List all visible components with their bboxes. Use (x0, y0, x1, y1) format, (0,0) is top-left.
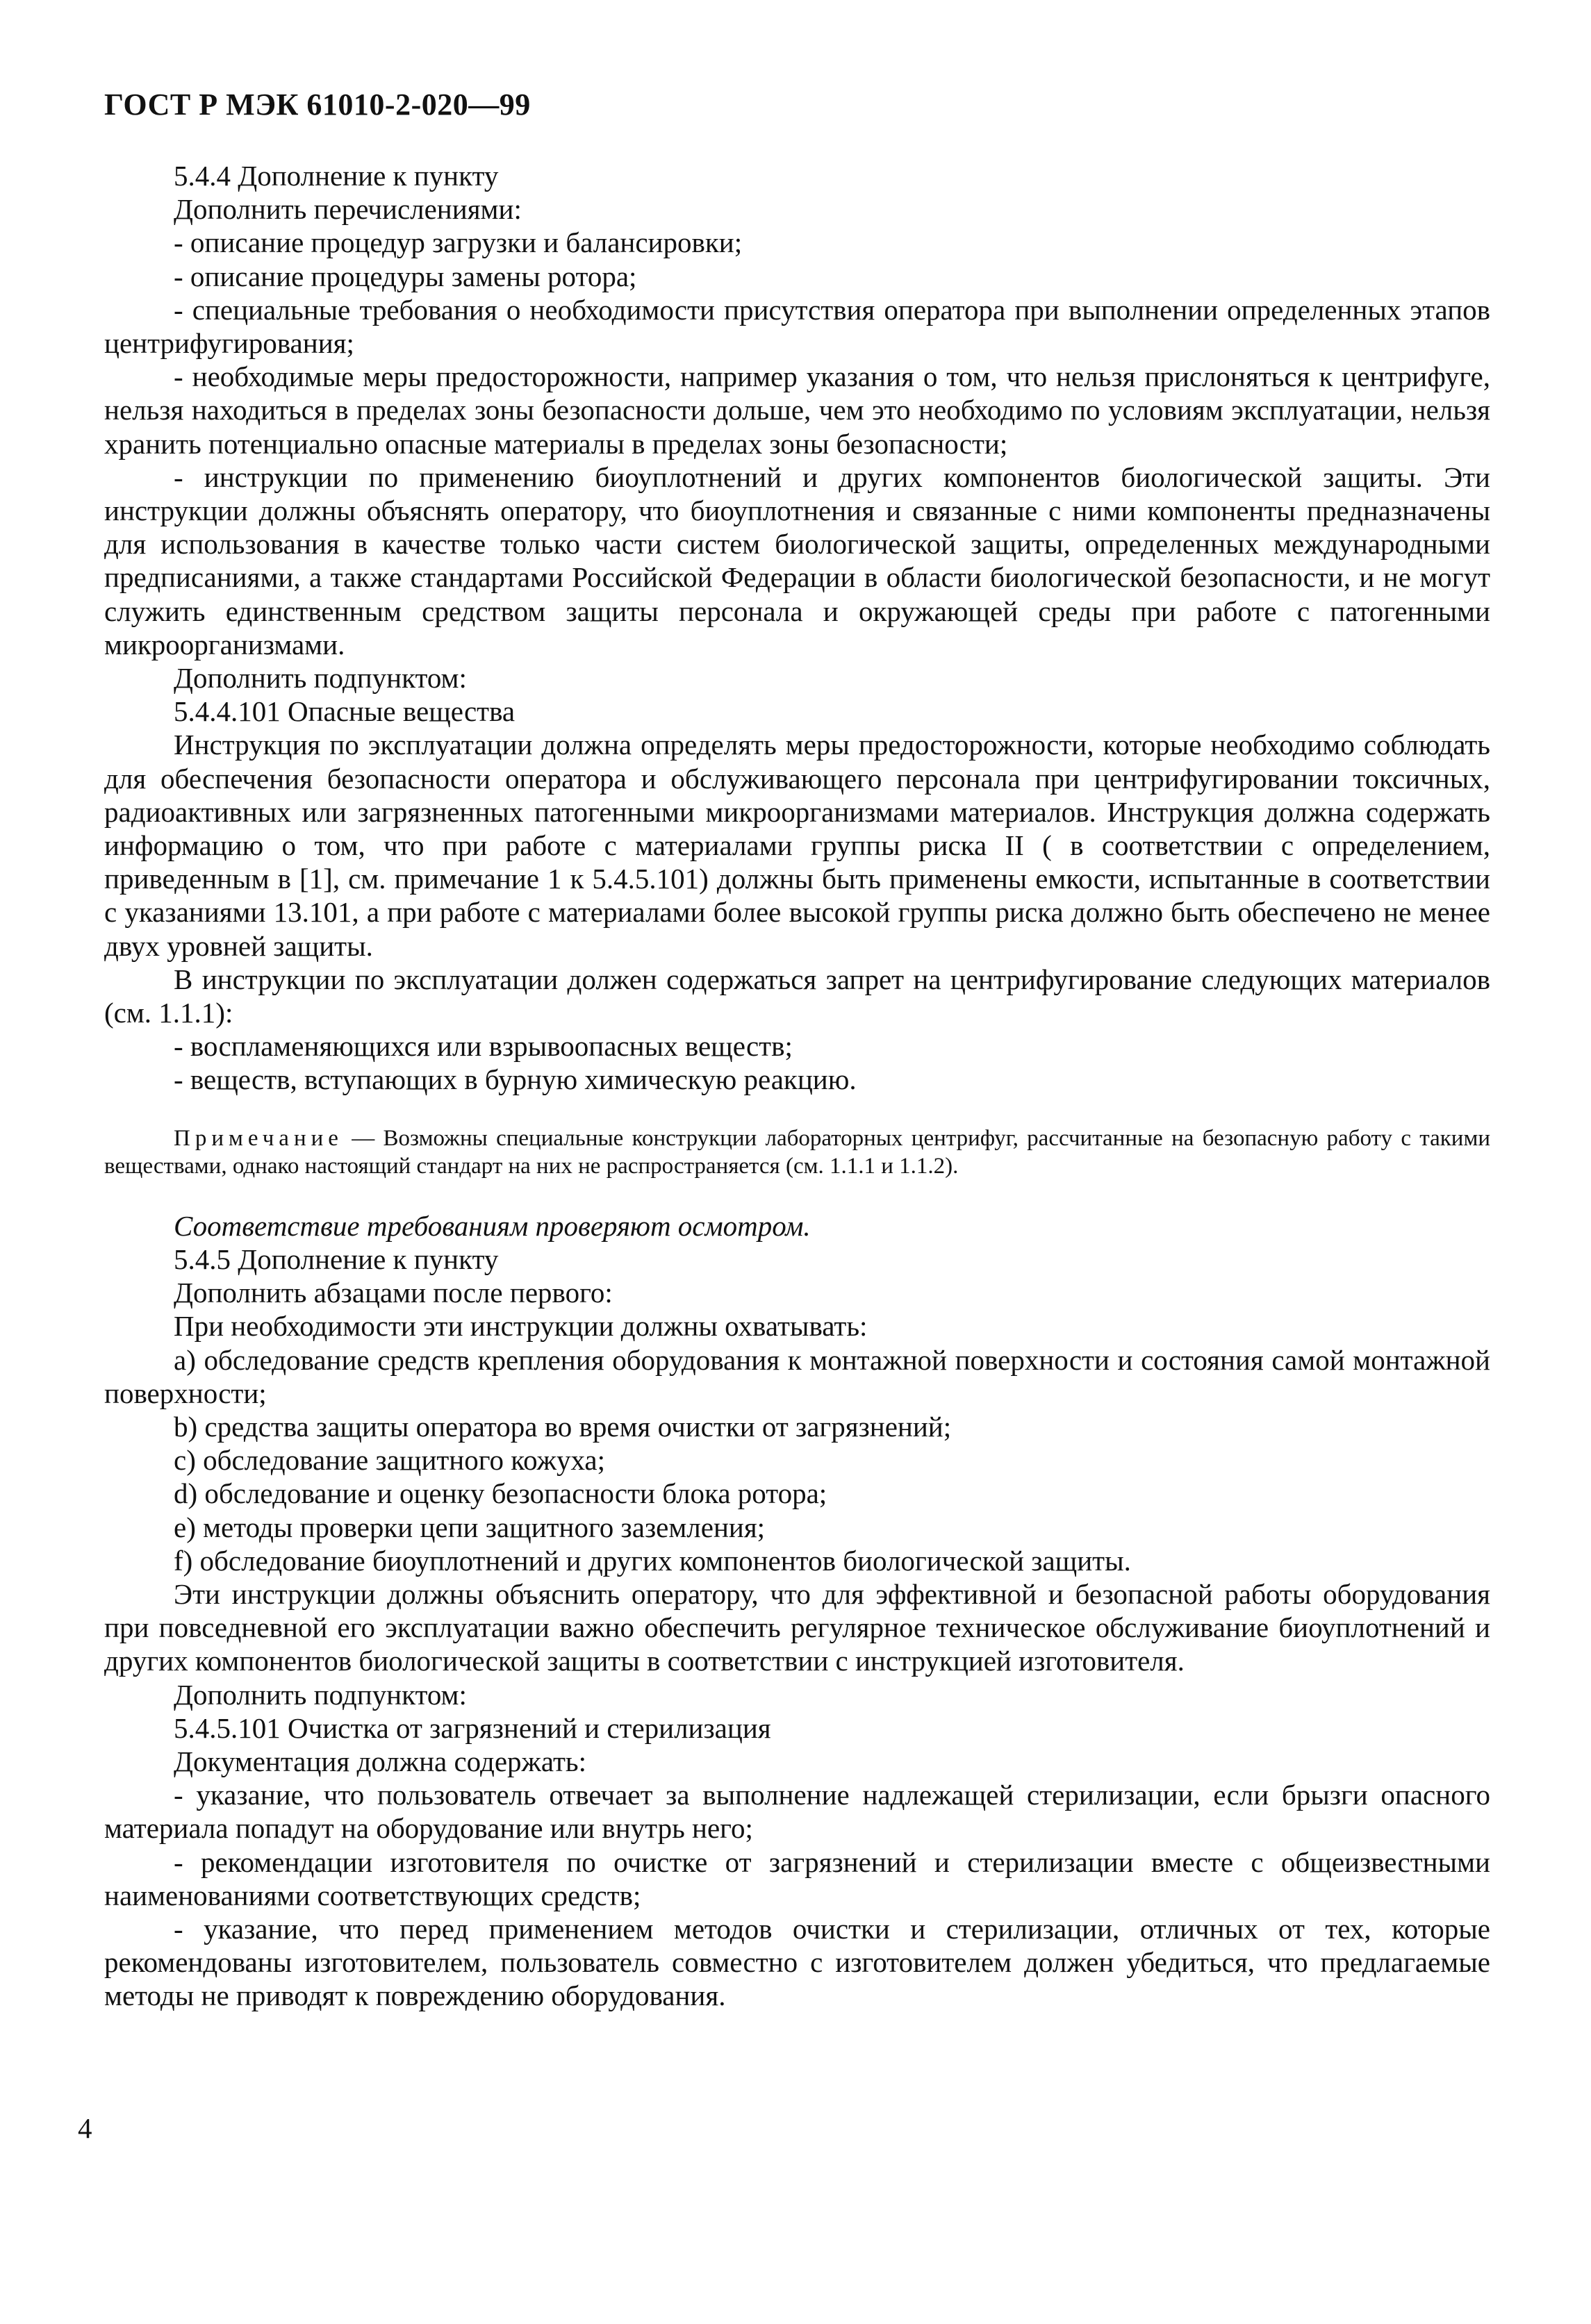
list-item: - необходимые меры предосторожности, например указания о том, что нельзя прислоняться к центрифуге, нельзя находиться в пределах зоны безопасности дольше, чем это необходимо по условиям эксплуатации, нельзя хранить потенциально опасные материалы в пределах зоны безопасности; (104, 360, 1490, 460)
section-heading: 5.4.4.101 Опасные вещества (174, 695, 516, 728)
note-label: Примечание (174, 1125, 343, 1151)
paragraph: В инструкции по эксплуатации должен содержаться запрет на центрифугирование следующих материалов (см. 1.1.1): (104, 963, 1490, 1029)
list-item: b) средства защиты оператора во время очистки от загрязнений; (174, 1410, 952, 1443)
list-item: - указание, что пользователь отвечает за выполнение надлежащей стерилизации, если брызги опасного материала попадут на оборудование или внутрь него; (104, 1779, 1490, 1845)
list-item: - веществ, вступающих в бурную химическую реакцию. (174, 1063, 857, 1096)
list-item: - инструкции по применению биоуплотнений и других компонентов биологической защиты. Эти инструкции должны объяснять оператору, что биоуплотнения и связанные с ними компоненты предназначены для использования в качестве только части систем биологической защиты, определенных международными предписаниями, а также стандартами Российской Федерации в области биологической безопасности, и не могут служить единственным средством защиты персонала и окружающей среды при работе с патогенными микроорганизмами. (104, 460, 1490, 661)
compliance-statement: Соответствие требованиям проверяют осмотром. (174, 1209, 811, 1242)
document-page (104, 87, 1490, 2013)
paragraph: Инструкция по эксплуатации должна определять меры предосторожности, которые необходимо соблюдать для обеспечения безопасности оператора и обслуживающего персонала при центрифугировании токсичных, радиоактивных или загрязненных патогенными микроорганизмами материалов. Инструкция должна содержать информацию о том, что при работе с материалами группы риска II ( в соответствии с определением, приведенным в [1], см. примечание 1 к 5.4.5.101) должны быть применены емкости, испытанные в соответствии с указаниями 13.101, а при работе с материалами более высокой группы риска должно быть обеспечено не менее двух уровней защиты. (104, 729, 1490, 962)
note (104, 1124, 1490, 1180)
page-header: ГОСТ Р МЭК 61010-2-020—99 (104, 88, 531, 122)
paragraph: 5.4.4 Дополнение к пункту (174, 160, 499, 192)
paragraph: Дополнить подпунктом: (174, 1678, 467, 1711)
page-number: 4 (78, 2112, 92, 2144)
list-item: a) обследование средств крепления оборудования к монтажной поверхности и состояния самой монтажной поверхности; (104, 1343, 1490, 1409)
paragraph: При необходимости эти инструкции должны охватывать: (174, 1310, 868, 1343)
list-item: d) обследование и оценку безопасности блока ротора; (174, 1477, 827, 1510)
paragraph: Эти инструкции должны объяснить оператору, что для эффективной и безопасной работы оборудования при повседневной его эксплуатации важно обеспечить регулярное техническое обслуживание биоуплотнений и других компонентов биологической защиты в соответствии с инструкцией изготовителя. (104, 1577, 1490, 1677)
list-item: - рекомендации изготовителя по очистке от загрязнений и стерилизации вместе с общеизвестными наименованиями соответствующих средств; (104, 1845, 1490, 1911)
list-item: - описание процедуры замены ротора; (174, 260, 637, 292)
list-item: - указание, что перед применением методов очистки и стерилизации, отличных от тех, которые рекомендованы изготовителем, пользователь совместно с изготовителем должен убедиться, что предлагаемые методы не приводят к повреждению оборудования. (104, 1912, 1490, 2012)
list-item: c) обследование защитного кожуха; (174, 1444, 605, 1477)
paragraph: Документация должна содержать: (174, 1745, 586, 1777)
document-body-continued (104, 1209, 1490, 2013)
section-heading: 5.4.5 Дополнение к пункту (174, 1243, 499, 1275)
document-body (104, 159, 1490, 1097)
list-item: f) обследование биоуплотнений и других компонентов биологической защиты. (174, 1544, 1131, 1577)
list-item: - описание процедур загрузки и балансировки; (174, 226, 743, 259)
paragraph: Дополнить абзацами после первого: (174, 1277, 613, 1309)
list-item: - воспламеняющихся или взрывоопасных веществ; (174, 1030, 793, 1063)
note-text: — Возможны специальные конструкции лабораторных центрифуг, рассчитанные на безопасную работу с такими веществами, однако настоящий стандарт на них не распространяется (см. 1.1.1 и 1.1.2). (104, 1125, 1490, 1179)
section-heading: 5.4.5.101 Очистка от загрязнений и стерилизация (174, 1711, 771, 1744)
paragraph: Дополнить подпунктом: (174, 662, 467, 695)
list-item: - специальные требования о необходимости присутствия оператора при выполнении определенных этапов центрифугирования; (104, 293, 1490, 360)
list-item: e) методы проверки цепи защитного заземления; (174, 1511, 766, 1543)
paragraph: Дополнить перечислениями: (174, 193, 522, 226)
